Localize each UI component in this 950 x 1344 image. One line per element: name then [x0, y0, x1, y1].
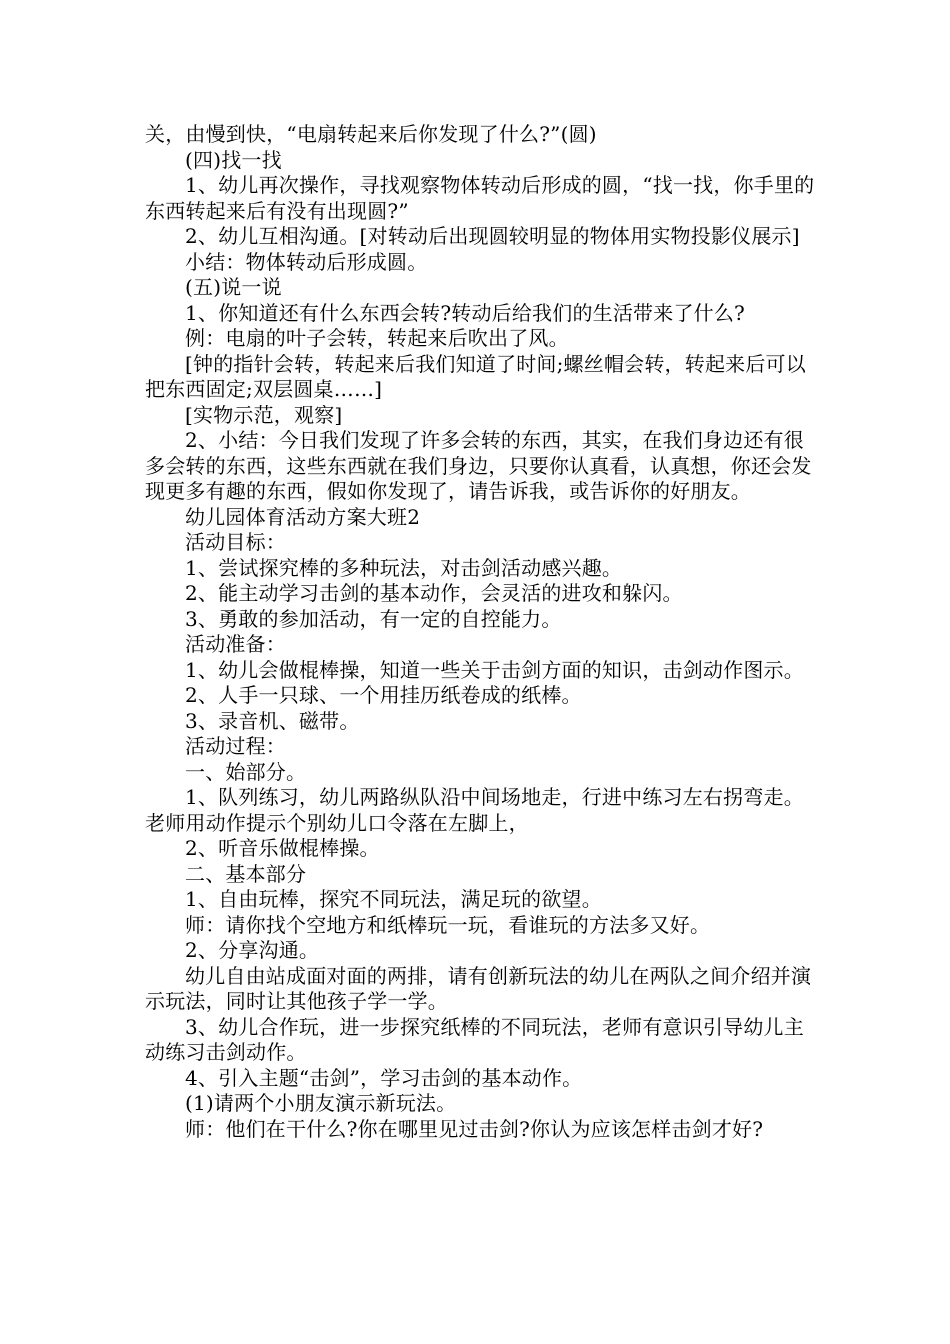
paragraph-13: 活动目标：	[185, 530, 286, 554]
paragraph-20: 3、录音机、磁带。	[185, 708, 360, 733]
paragraph-22: 一、始部分。	[185, 759, 307, 784]
paragraph-4: 2、幼儿互相沟通。[对转动后出现圆较明显的物体用实物投影仪展示]	[185, 224, 800, 248]
paragraph-26: 1、自由玩棒，探究不同玩法，满足玩的欲望。	[185, 887, 602, 911]
paragraph-19: 2、人手一只球、一个用挂历纸卷成的纸棒。	[185, 683, 582, 707]
section-heading: 幼儿园体育活动方案大班2	[185, 504, 421, 529]
paragraph-9: [钟的指针会转，转起来后我们知道了时间;螺丝帽会转，转起来后可以把东西固定;双层圆桌……]	[145, 351, 806, 401]
paragraph-33: 师：他们在干什么?你在哪里见过击剑?你认为应该怎样击剑才好?	[185, 1116, 764, 1141]
paragraph-18: 1、幼儿会做棍棒操，知道一些关于击剑方面的知识，击剑动作图示。	[185, 657, 804, 682]
paragraph-30: 3、幼儿合作玩，进一步探究纸棒的不同玩法，老师有意识引导幼儿主动练习击剑动作。	[145, 1014, 804, 1064]
paragraph-29: 幼儿自由站成面对面的两排，请有创新玩法的幼儿在两队之间介绍并演示玩法，同时让其他孩子学一学。	[145, 963, 812, 1013]
paragraph-11: 2、小结：今日我们发现了许多会转的东西，其实，在我们身边还有很多会转的东西，这些东西就在我们身边，只要你认真看，认真想，你还会发现更多有趣的东西，假如你发现了，请告诉我，或告诉你的好朋友。	[145, 428, 812, 503]
paragraph-23: 1、队列练习，幼儿两路纵队沿中间场地走，行进中练习左右拐弯走。老师用动作提示个别幼儿口令落在左脚上，	[145, 785, 804, 835]
paragraph-28: 2、分享沟通。	[185, 938, 320, 962]
paragraph-5: 小结：物体转动后形成圆。	[185, 249, 428, 274]
paragraph-16: 3、勇敢的参加活动，有一定的自控能力。	[185, 606, 562, 631]
paragraph-25: 二、基本部分	[185, 861, 307, 886]
paragraph-17: 活动准备：	[185, 632, 286, 656]
paragraph-1: 关，由慢到快，“电扇转起来后你发现了什么?”(圆)	[145, 122, 597, 146]
paragraph-15: 2、能主动学习击剑的基本动作，会灵活的进攻和躲闪。	[185, 581, 683, 605]
paragraph-27: 师：请你找个空地方和纸棒玩一玩，看谁玩的方法多又好。	[185, 912, 711, 937]
paragraph-32: (1)请两个小朋友演示新玩法。	[185, 1091, 457, 1115]
paragraph-24: 2、听音乐做棍棒操。	[185, 836, 380, 860]
paragraph-21: 活动过程：	[185, 734, 286, 758]
paragraph-3: 1、幼儿再次操作，寻找观察物体转动后形成的圆，“找一找，你手里的东西转起来后有没有出现圆?”	[145, 173, 815, 223]
paragraph-6: (五)说一说	[185, 275, 282, 299]
paragraph-31: 4、引入主题“击剑”，学习击剑的基本动作。	[185, 1065, 583, 1090]
paragraph-2: (四)找一找	[185, 147, 282, 172]
paragraph-7: 1、你知道还有什么东西会转?转动后给我们的生活带来了什么?	[185, 300, 745, 325]
paragraph-8: 例：电扇的叶子会转，转起来后吹出了风。	[185, 326, 569, 350]
document-body	[145, 122, 815, 1142]
paragraph-14: 1、尝试探究棒的多种玩法，对击剑活动感兴趣。	[185, 555, 623, 580]
paragraph-10: [实物示范，观察]	[185, 402, 343, 427]
